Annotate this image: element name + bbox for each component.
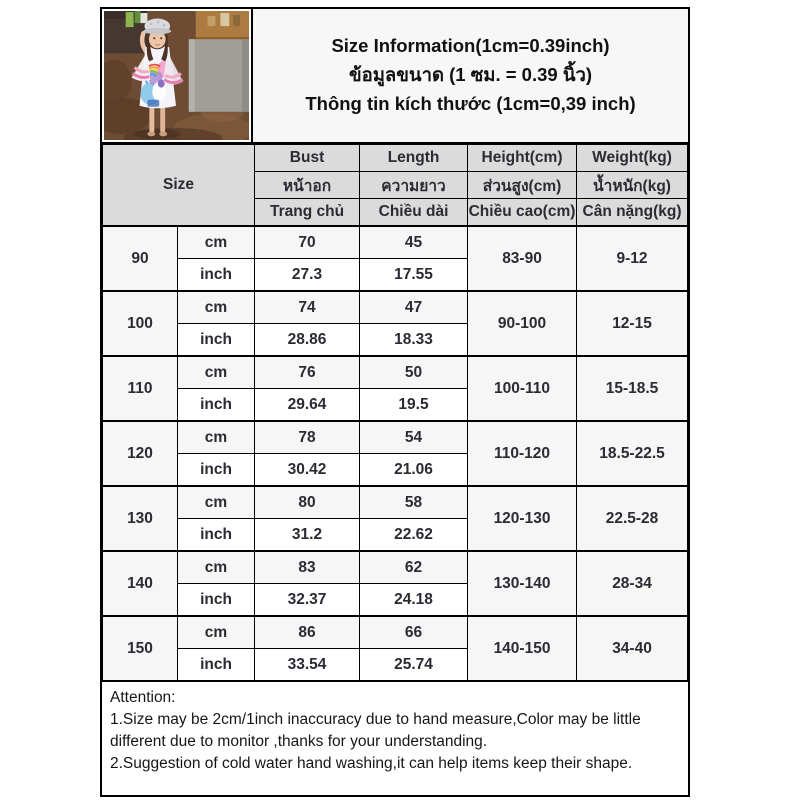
length-cm-value: 47 xyxy=(360,291,468,324)
size-chart-sheet xyxy=(100,7,690,797)
weight-range-value: 15-18.5 xyxy=(577,356,688,421)
col-header-weight-vi: Cân nặng(kg) xyxy=(577,199,688,227)
bust-inch-value: 30.42 xyxy=(255,454,360,487)
length-cm-value: 54 xyxy=(360,421,468,454)
unit-label-cm: cm xyxy=(178,226,255,259)
height-range-value: 83-90 xyxy=(468,226,577,291)
length-cm-value: 45 xyxy=(360,226,468,259)
height-range-value: 130-140 xyxy=(468,551,577,616)
unit-label-cm: cm xyxy=(178,616,255,649)
title-vietnamese: Thông tin kích thước (1cm=0,39 inch) xyxy=(305,92,636,114)
size-row-100-cm xyxy=(103,291,688,324)
length-cm-value: 50 xyxy=(360,356,468,389)
col-header-height-th: ส่วนสูง(cm) xyxy=(468,172,577,199)
weight-range-value: 22.5-28 xyxy=(577,486,688,551)
header-row-english xyxy=(103,145,688,172)
size-value: 90 xyxy=(103,226,178,291)
weight-range-value: 34-40 xyxy=(577,616,688,681)
bust-inch-value: 29.64 xyxy=(255,389,360,422)
size-column-header: Size xyxy=(103,145,255,227)
size-info-title-block xyxy=(253,9,688,142)
unit-label-cm: cm xyxy=(178,551,255,584)
bust-cm-value: 86 xyxy=(255,616,360,649)
length-cm-value: 62 xyxy=(360,551,468,584)
length-inch-value: 18.33 xyxy=(360,324,468,357)
attention-title: Attention: xyxy=(110,689,176,706)
size-row-120-cm xyxy=(103,421,688,454)
length-cm-value: 66 xyxy=(360,616,468,649)
height-range-value: 120-130 xyxy=(468,486,577,551)
length-inch-value: 17.55 xyxy=(360,259,468,292)
bust-inch-value: 27.3 xyxy=(255,259,360,292)
size-row-130-cm xyxy=(103,486,688,519)
product-photo-illustration xyxy=(104,11,249,140)
length-inch-value: 22.62 xyxy=(360,519,468,552)
unit-label-inch: inch xyxy=(178,454,255,487)
length-inch-value: 25.74 xyxy=(360,649,468,681)
unit-label-inch: inch xyxy=(178,389,255,422)
col-header-weight-en: Weight(kg) xyxy=(577,145,688,172)
bust-inch-value: 31.2 xyxy=(255,519,360,552)
weight-range-value: 18.5-22.5 xyxy=(577,421,688,486)
bust-inch-value: 32.37 xyxy=(255,584,360,617)
col-header-height-vi: Chiều cao(cm) xyxy=(468,199,577,227)
product-photo xyxy=(102,9,253,142)
bust-cm-value: 74 xyxy=(255,291,360,324)
col-header-height-en: Height(cm) xyxy=(468,145,577,172)
bust-inch-value: 33.54 xyxy=(255,649,360,681)
size-table xyxy=(102,144,688,681)
col-header-weight-th: น้ำหนัก(kg) xyxy=(577,172,688,199)
size-value: 120 xyxy=(103,421,178,486)
attention-notes xyxy=(102,681,688,795)
top-header xyxy=(102,9,688,144)
unit-label-cm: cm xyxy=(178,356,255,389)
size-value: 150 xyxy=(103,616,178,681)
col-header-length-vi: Chiều dài xyxy=(360,199,468,227)
unit-label-cm: cm xyxy=(178,486,255,519)
size-value: 100 xyxy=(103,291,178,356)
size-row-150-cm xyxy=(103,616,688,649)
size-row-140-cm xyxy=(103,551,688,584)
weight-range-value: 9-12 xyxy=(577,226,688,291)
length-inch-value: 19.5 xyxy=(360,389,468,422)
size-value: 110 xyxy=(103,356,178,421)
height-range-value: 140-150 xyxy=(468,616,577,681)
unit-label-cm: cm xyxy=(178,291,255,324)
unit-label-inch: inch xyxy=(178,259,255,292)
height-range-value: 90-100 xyxy=(468,291,577,356)
bust-cm-value: 70 xyxy=(255,226,360,259)
length-cm-value: 58 xyxy=(360,486,468,519)
bust-cm-value: 78 xyxy=(255,421,360,454)
size-row-110-cm xyxy=(103,356,688,389)
weight-range-value: 12-15 xyxy=(577,291,688,356)
title-english: Size Information(1cm=0.39inch) xyxy=(331,35,610,57)
unit-label-inch: inch xyxy=(178,584,255,617)
unit-label-inch: inch xyxy=(178,324,255,357)
unit-label-cm: cm xyxy=(178,421,255,454)
unit-label-inch: inch xyxy=(178,649,255,681)
length-inch-value: 24.18 xyxy=(360,584,468,617)
bust-cm-value: 80 xyxy=(255,486,360,519)
attention-note-2: 2.Suggestion of cold water hand washing,it can help items keep their shape. xyxy=(110,755,633,772)
col-header-bust-en: Bust xyxy=(255,145,360,172)
size-row-90-cm xyxy=(103,226,688,259)
col-header-length-th: ความยาว xyxy=(360,172,468,199)
attention-note-1: 1.Size may be 2cm/1inch inaccuracy due to hand measure,Color may be little different due to monitor ,thanks for your understanding. xyxy=(110,711,641,750)
bust-cm-value: 83 xyxy=(255,551,360,584)
size-value: 130 xyxy=(103,486,178,551)
unit-label-inch: inch xyxy=(178,519,255,552)
col-header-length-en: Length xyxy=(360,145,468,172)
title-thai: ข้อมูลขนาด (1 ซม. = 0.39 นิ้ว) xyxy=(348,64,593,86)
weight-range-value: 28-34 xyxy=(577,551,688,616)
bust-inch-value: 28.86 xyxy=(255,324,360,357)
length-inch-value: 21.06 xyxy=(360,454,468,487)
height-range-value: 110-120 xyxy=(468,421,577,486)
bust-cm-value: 76 xyxy=(255,356,360,389)
height-range-value: 100-110 xyxy=(468,356,577,421)
size-value: 140 xyxy=(103,551,178,616)
col-header-bust-vi: Trang chủ xyxy=(255,199,360,227)
col-header-bust-th: หน้าอก xyxy=(255,172,360,199)
